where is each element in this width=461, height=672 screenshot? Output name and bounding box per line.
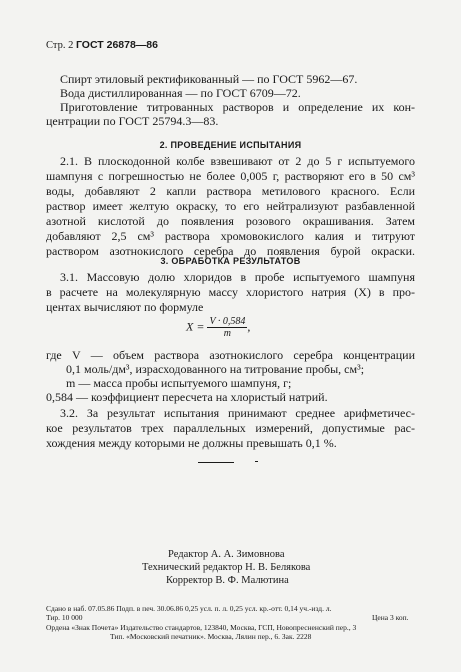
where-line-4: 0,584 — коэффициент пересчета на хлористый натрий. (46, 390, 328, 404)
page-header (46, 39, 158, 51)
p32-line-3: хождения между которыми не должны превышать 0,1 %. (46, 436, 337, 450)
imprint-line-1: Сдано в наб. 07.05.86 Подп. в печ. 30.06.86 0,25 усл. п. л. 0,25 усл. кр.-отт. 0,14 уч.-изд. л. (46, 604, 332, 613)
s3-line-1: 3.1. Массовую долю хлоридов в пробе испытуемого шампуня (60, 270, 415, 284)
formula-fraction (207, 316, 247, 339)
intro-line-3: Приготовление титрованных растворов и определение их кон- (60, 100, 415, 114)
s3-line-2: в расчете на молекулярную массу хлористого натрия (X) в про- (46, 285, 415, 299)
s2-line-5: азотной кислотой до появления розового окрашивания. Затем (46, 214, 415, 228)
where-line-2: 0,1 моль/дм³, израсходованного на титрование пробы, см³; (66, 362, 365, 376)
intro-line-4: центрации по ГОСТ 25794.3—83. (46, 114, 219, 128)
where-line-1: где V — объем раствора азотнокислого серебра концентрации (46, 348, 415, 362)
s2-line-4: раствор имеет желтую окраску, то его нейтрализуют разбавленной (46, 199, 415, 213)
imprint-line-3: Ордена «Знак Почета» Издательство стандартов, 123840, Москва, ГСП, Новопресненский пер., 3 (46, 623, 357, 632)
section-3-heading: 3. ОБРАБОТКА РЕЗУЛЬТАТОВ (160, 256, 301, 266)
page-number: Стр. 2 (46, 40, 74, 51)
s3-line-3: центах вычисляют по формуле (46, 300, 204, 314)
s2-line-1: 2.1. В плоскодонной колбе взвешивают от 2 до 5 г испытуемого (60, 154, 415, 168)
separator-line (198, 462, 234, 463)
formula-denominator: m (223, 328, 232, 339)
section-2-heading: 2. ПРОВЕДЕНИЕ ИСПЫТАНИЯ (159, 140, 302, 150)
intro-line-2: Вода дистиллированная — по ГОСТ 6709—72. (60, 86, 301, 100)
proofreader-credit: Корректор В. Ф. Малютина (166, 575, 289, 586)
tech-editor-credit: Технический редактор Н. В. Белякова (142, 562, 311, 573)
s2-line-7: раствором азотнокислого серебра до появления бурой окраски. (46, 244, 415, 258)
imprint-line-4: Тип. «Московский печатник». Москва, Лялин пер., 6. Зак. 2228 (110, 632, 312, 641)
s2-line-6: добавляют 2,5 см³ раствора хромовокислого калия и титруют (46, 229, 415, 243)
formula (186, 316, 250, 339)
s2-line-2: шампуня с погрешностью не более 0,005 г, растворяют его в 50 см³ (46, 169, 415, 183)
imprint-price: Цена 3 коп. (372, 613, 409, 622)
s2-line-3: воды, добавляют 2 капли раствора метилового красного. Если (46, 184, 415, 198)
formula-tail: , (247, 319, 251, 334)
editor-credit: Редактор А. А. Зимовнова (168, 549, 285, 560)
where-line-3: m — масса пробы испытуемого шампуня, г; (66, 376, 292, 390)
standard-number: ГОСТ 26878—86 (75, 39, 158, 51)
formula-numerator: V · 0,584 (209, 316, 246, 327)
p32-line-1: 3.2. За результат испытания принимают среднее арифметичес- (60, 406, 415, 420)
p32-line-2: кое результатов трех параллельных измерений, допустимые рас- (46, 421, 415, 435)
formula-lhs: X = (186, 319, 205, 334)
separator-dash (255, 461, 258, 462)
intro-line-1: Спирт этиловый ректификованный — по ГОСТ 5962—67. (60, 72, 358, 86)
imprint-line-2: Тир. 10 000 (46, 613, 83, 622)
